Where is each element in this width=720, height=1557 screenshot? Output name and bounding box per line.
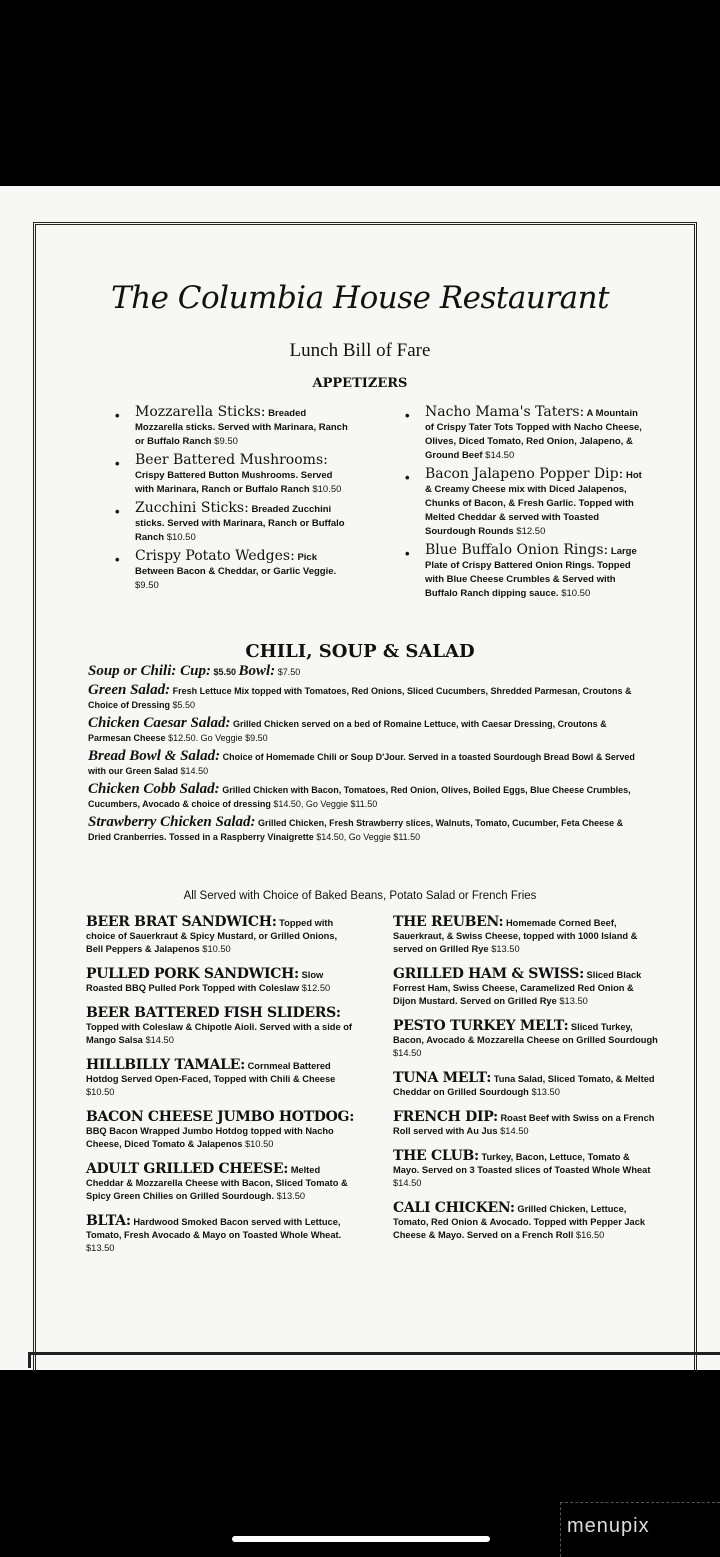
- menu-item: [88, 683, 648, 713]
- item-price: $10.50: [244, 1139, 274, 1149]
- menu-item: [88, 716, 648, 746]
- item-description: Slow Roasted BBQ Pulled Pork Topped with Coleslaw: [86, 970, 324, 993]
- item-name-2: Bowl:: [238, 663, 276, 679]
- item-price: $14.50: [393, 1178, 422, 1188]
- menu-item: [393, 916, 658, 956]
- item-price: $12.50: [301, 983, 331, 993]
- item-name: Beer Battered Mushrooms:: [135, 452, 328, 468]
- item-name: BEER BATTERED FISH SLIDERS:: [86, 1005, 341, 1021]
- item-description: A Mountain of Crispy Tater Tots Topped with Nacho Cheese, Olives, Diced Tomato, Red Onion, Jalapeno, & Ground Beef: [425, 408, 642, 461]
- item-name: GRILLED HAM & SWISS:: [393, 966, 584, 982]
- item-name: BACON CHEESE JUMBO HOTDOG:: [86, 1109, 355, 1125]
- item-price: $14.50: [485, 450, 515, 461]
- item-price: $10.50: [202, 944, 231, 954]
- menu-item: [393, 1202, 658, 1242]
- item-price: $7.50: [277, 667, 301, 677]
- item-price: $14.50, Go Veggie $11.50: [273, 799, 378, 809]
- item-price: $14.50: [500, 1126, 529, 1136]
- menu-item: [115, 453, 350, 497]
- item-name: Blue Buffalo Onion Rings:: [425, 542, 609, 558]
- item-description: Breaded Zucchini sticks. Served with Marinara, Ranch or Buffalo Ranch: [135, 504, 345, 543]
- item-description: Breaded Mozzarella sticks. Served with Marinara, Ranch or Buffalo Ranch: [135, 408, 348, 447]
- menu-subtitle: Lunch Bill of Fare: [289, 340, 431, 361]
- menu-item: [115, 405, 350, 449]
- menupix-watermark: menupix: [560, 1502, 720, 1557]
- appetizers-left: [115, 405, 350, 597]
- item-name: Nacho Mama's Taters:: [425, 404, 585, 420]
- menu-item: [115, 501, 350, 545]
- item-description: Sliced Black Forrest Ham, Swiss Cheese, Caramelized Red Onion & Dijon Mustard. Served on Grilled Rye: [393, 970, 642, 1006]
- item-price: $9.50: [135, 580, 159, 591]
- item-name: THE CLUB:: [393, 1148, 479, 1164]
- item-name: PULLED PORK SANDWICH:: [86, 966, 299, 982]
- menu-item: [405, 405, 645, 463]
- menu-item: [393, 1150, 658, 1190]
- item-name: Bacon Jalapeno Popper Dip:: [425, 466, 624, 482]
- item-price: $14.50: [393, 1048, 422, 1058]
- menu-item: [115, 549, 350, 593]
- item-description: Homemade Corned Beef, Sauerkraut, & Swiss Cheese, topped with 1000 Island & served on Grilled Rye: [393, 918, 638, 954]
- item-price: $14.50: [145, 1035, 174, 1045]
- item-name: Zucchini Sticks:: [135, 500, 249, 516]
- item-price: $13.50: [276, 1191, 306, 1201]
- item-description: Topped with Coleslaw & Chipotle Aioli. Served with a side of Mango Salsa: [86, 1022, 353, 1045]
- item-description: Cornmeal Battered Hotdog Served Open-Faced, Topped with Chili & Cheese: [86, 1061, 336, 1084]
- item-description: Grilled Chicken, Fresh Strawberry slices, Walnuts, Tomato, Cucumber, Feta Cheese & Dried Cranberries. Tossed in a Raspberry Vinaigrette: [88, 817, 624, 842]
- menu-item: [88, 749, 648, 779]
- item-name: CALI CHICKEN:: [393, 1200, 515, 1216]
- menu-item: [88, 815, 648, 845]
- appetizers-heading: APPETIZERS: [312, 376, 408, 391]
- menu-item: [86, 1007, 356, 1047]
- item-name: Chicken Cobb Salad:: [88, 780, 220, 797]
- item-name: Mozzarella Sticks:: [135, 404, 266, 420]
- item-description: Turkey, Bacon, Lettuce, Tomato & Mayo. Served on 3 Toasted slices of Toasted Whole Wheat: [393, 1152, 651, 1175]
- menu-item: [405, 543, 645, 601]
- sides-note: All Served with Choice of Baked Beans, Potato Salad or French Fries: [183, 890, 537, 902]
- home-indicator[interactable]: [232, 1536, 490, 1542]
- item-name: ADULT GRILLED CHEESE:: [86, 1161, 289, 1177]
- item-name: Chicken Caesar Salad:: [88, 714, 231, 731]
- item-description: Grilled Chicken served on a bed of Romaine Lettuce, with Caesar Dressing, Croutons & Parmesan Cheese: [88, 718, 607, 743]
- menu-item: [86, 1163, 356, 1203]
- item-price: $14.50, Go Veggie $11.50: [316, 832, 421, 842]
- menu-item: [86, 1215, 356, 1255]
- item-description: Melted Cheddar & Mozzarella Cheese with Bacon, Sliced Tomato & Spicy Green Chilies on Grilled Sourdough.: [86, 1165, 348, 1201]
- item-price: $10.50: [166, 532, 196, 543]
- item-name: Green Salad:: [88, 681, 171, 698]
- menu-item: [393, 968, 658, 1008]
- menu-item: [86, 968, 356, 995]
- item-price: $10.50: [561, 588, 591, 599]
- item-price: $14.50: [180, 766, 209, 776]
- item-name: Strawberry Chicken Salad:: [88, 813, 256, 830]
- item-description: Tuna Salad, Sliced Tomato, & Melted Cheddar on Grilled Sourdough: [393, 1074, 655, 1097]
- item-description: BBQ Bacon Wrapped Jumbo Hotdog topped with Nacho Cheese, Diced Tomato & Jalapenos: [86, 1126, 334, 1149]
- item-name: BLTA:: [86, 1213, 131, 1229]
- item-name: THE REUBEN:: [393, 914, 504, 930]
- sandwiches-right: [393, 916, 658, 1254]
- item-name: TUNA MELT:: [393, 1070, 492, 1086]
- item-description: Hot & Creamy Cheese mix with Diced Jalapenos, Chunks of Bacon, & Fresh Garlic. Topped with Melted Cheddar & served with Toasted Sourdough Rounds: [425, 470, 642, 537]
- menu-item: [86, 1111, 356, 1151]
- menu-item: [86, 916, 356, 956]
- menu-item: [393, 1111, 658, 1138]
- item-name: Soup or Chili: Cup:: [88, 663, 211, 679]
- menu-item: [405, 467, 645, 539]
- item-name: Crispy Potato Wedges:: [135, 548, 295, 564]
- menu-item: [88, 664, 648, 680]
- item-description: Pick Between Bacon & Cheddar, or Garlic Veggie.: [135, 552, 337, 577]
- item-price: $13.50: [86, 1243, 115, 1253]
- item-name: PESTO TURKEY MELT:: [393, 1018, 569, 1034]
- menu-item: [86, 1059, 356, 1099]
- item-price: $12.50: [516, 526, 546, 537]
- item-price: $13.50: [491, 944, 520, 954]
- soup-salad-heading: CHILI, SOUP & SALAD: [245, 641, 475, 662]
- item-description: Crispy Battered Button Mushrooms. Served with Marinara, Ranch or Buffalo Ranch: [135, 470, 333, 495]
- item-description: Roast Beef with Swiss on a French Roll served with Au Jus: [393, 1113, 655, 1136]
- item-description: Choice of Homemade Chili or Soup D'Jour. Served in a toasted Sourdough Bread Bowl & Served with our Green Salad: [88, 751, 635, 776]
- item-description: Grilled Chicken, Lettuce, Tomato, Red Onion & Avocado. Topped with Pepper Jack Cheese & Mayo. Served on a French Roll: [393, 1204, 646, 1240]
- item-description: Large Plate of Crispy Battered Onion Rings. Topped with Blue Cheese Crumbles & Served with Buffalo Ranch dipping sauce.: [425, 546, 637, 599]
- item-price: $16.50: [575, 1230, 605, 1240]
- item-price: $5.50: [172, 700, 196, 710]
- item-name: BEER BRAT SANDWICH:: [86, 914, 277, 930]
- menu-item: [393, 1020, 658, 1060]
- appetizers-right: [405, 405, 645, 605]
- menu-item: [393, 1072, 658, 1099]
- item-name: Bread Bowl & Salad:: [88, 747, 221, 764]
- item-description: Topped with choice of Sauerkraut & Spicy Mustard, or Grilled Onions, Bell Peppers & Jalapenos: [86, 918, 338, 954]
- restaurant-name: The Columbia House Restaurant: [110, 280, 610, 316]
- item-description: $5.50: [213, 667, 237, 677]
- item-description: Grilled Chicken with Bacon, Tomatoes, Red Onion, Olives, Boiled Eggs, Blue Cheese Crumbles, Cucumbers, Avocado & choice of dressing: [88, 784, 631, 809]
- item-description: Sliced Turkey, Bacon, Avocado & Mozzarella Cheese on Grilled Sourdough: [393, 1022, 658, 1045]
- menu-border-bottom: [28, 1352, 720, 1368]
- item-price: $12.50. Go Veggie $9.50: [168, 733, 268, 743]
- sandwiches-left: [86, 916, 356, 1267]
- item-description: Hardwood Smoked Bacon served with Lettuce, Tomato, Fresh Avocado & Mayo on Toasted Whole Wheat.: [86, 1217, 342, 1240]
- item-price: $10.50: [86, 1087, 115, 1097]
- menu-item: [88, 782, 648, 812]
- item-price: $9.50: [214, 436, 238, 447]
- item-price: $10.50: [312, 484, 342, 495]
- item-price: $13.50: [531, 1087, 560, 1097]
- item-name: FRENCH DIP:: [393, 1109, 498, 1125]
- item-name: HILLBILLY TAMALE:: [86, 1057, 245, 1073]
- soup-salad-list: [88, 664, 648, 848]
- item-price: $13.50: [559, 996, 588, 1006]
- item-description: Fresh Lettuce Mix topped with Tomatoes, Red Onions, Sliced Cucumbers, Shredded Parmesan, Croutons & Choice of Dressing: [88, 685, 632, 710]
